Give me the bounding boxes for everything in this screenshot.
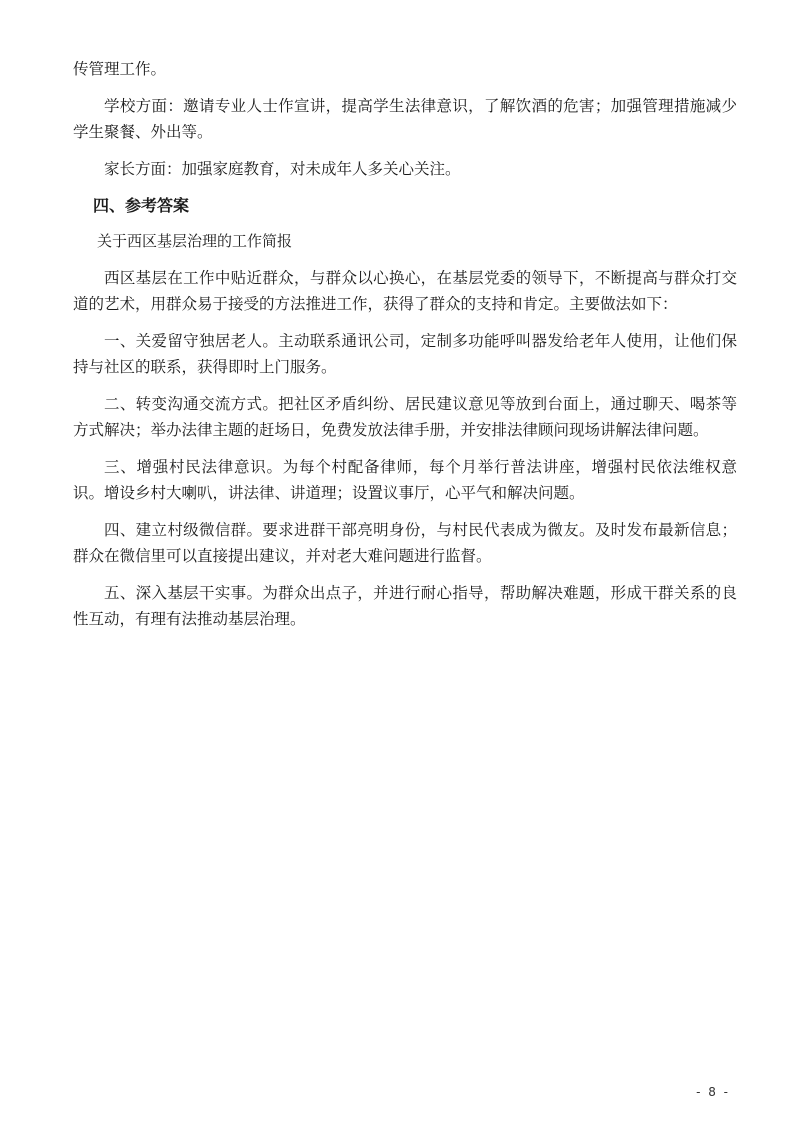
page-number: - 8 - [696,1085,730,1099]
section-heading: 四、参考答案 [93,196,190,215]
school-measures-paragraph: 学校方面：邀请专业人士作宣讲，提高学生法律意识，了解饮酒的危害；加强管理措施减少学生聚餐、外出等。 [73,97,737,141]
continuation-line: 传管理工作。 [73,60,167,78]
item-paragraph-2: 二、转变沟通交流方式。把社区矛盾纠纷、居民建议意见等放到台面上，通过聊天、喝茶等方式解决；举办法律主题的赶场日，免费发放法律手册，并安排法律顾问现场讲解法律问题。 [73,395,737,439]
item-paragraph-3: 三、增强村民法律意识。为每个村配备律师，每个月举行普法讲座，增强村民依法维权意识。增设乡村大喇叭，讲法律、讲道理；设置议事厅，心平气和解决问题。 [73,458,737,502]
intro-paragraph: 西区基层在工作中贴近群众，与群众以心换心，在基层党委的领导下，不断提高与群众打交道的艺术，用群众易于接受的方法推进工作，获得了群众的支持和肯定。主要做法如下： [73,269,737,313]
item-paragraph-5: 五、深入基层干实事。为群众出点子，并进行耐心指导，帮助解决难题，形成干群关系的良性互动，有理有法推动基层治理。 [73,584,737,628]
item-paragraph-1: 一、关爱留守独居老人。主动联系通讯公司，定制多功能呼叫器发给老年人使用，让他们保持与社区的联系，获得即时上门服务。 [73,332,737,376]
report-title: 关于西区基层治理的工作简报 [97,232,293,250]
item-paragraph-4: 四、建立村级微信群。要求进群干部亮明身份，与村民代表成为微友。及时发布最新信息；群众在微信里可以直接提出建议，并对老大难问题进行监督。 [73,521,737,565]
parent-measures-paragraph: 家长方面：加强家庭教育，对未成年人多关心关注。 [104,160,461,178]
document-body [73,56,737,632]
